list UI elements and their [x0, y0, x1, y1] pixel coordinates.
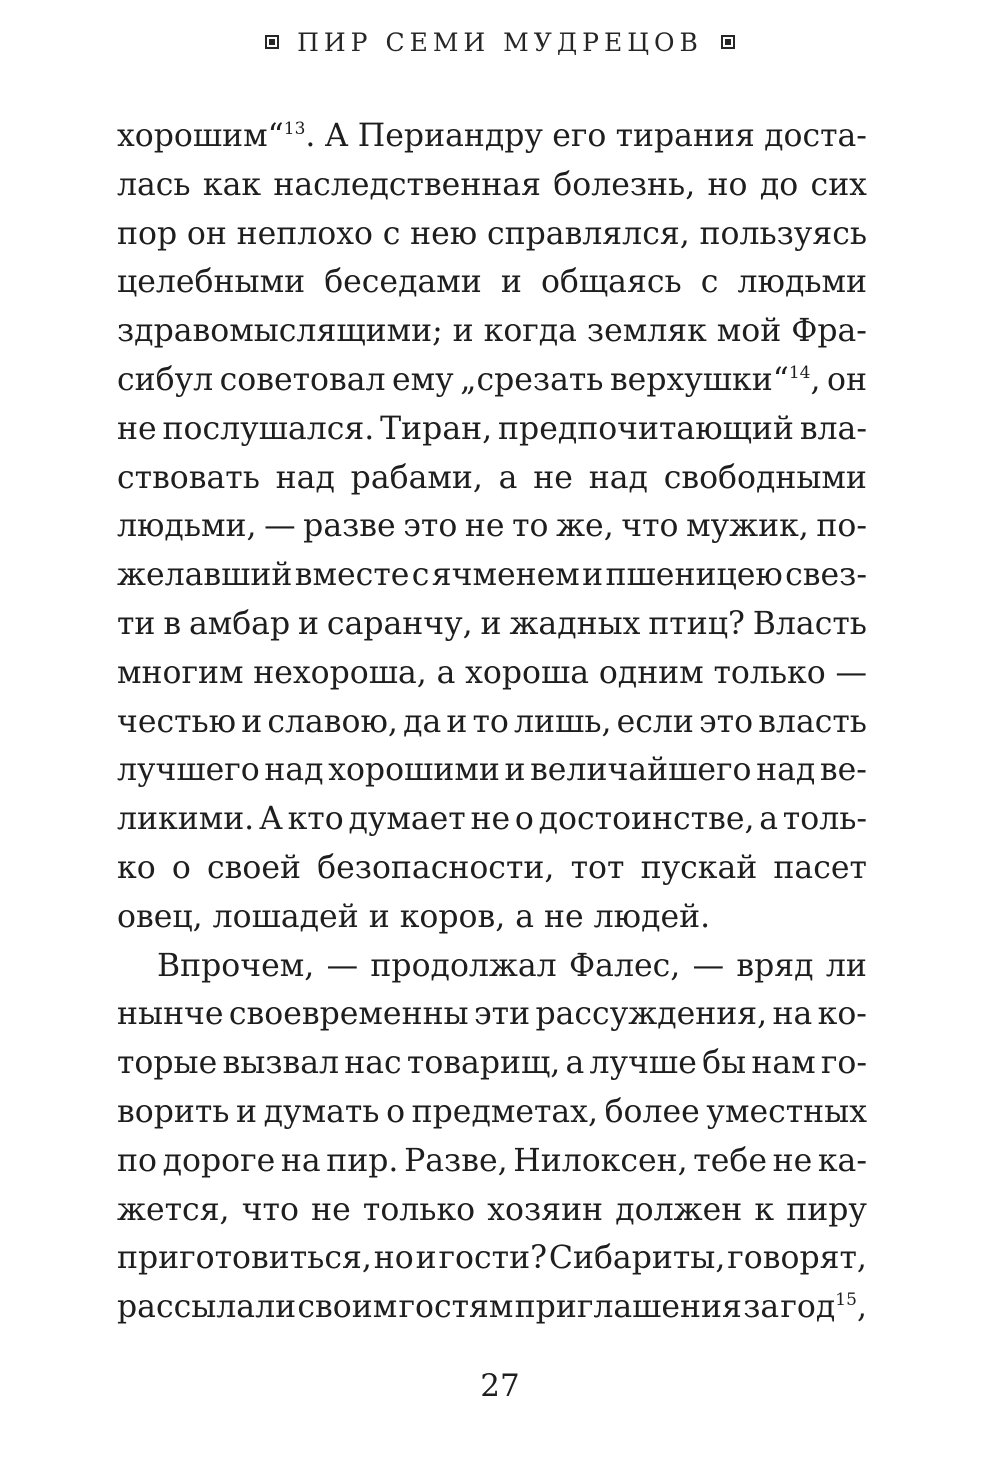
word: до	[759, 166, 799, 203]
word: только	[713, 654, 826, 691]
word: Сибариты,	[548, 1240, 726, 1277]
word: и	[236, 1093, 258, 1130]
text-line	[117, 649, 867, 698]
word: не	[772, 1142, 813, 1179]
word: не	[464, 508, 505, 545]
word: что	[621, 508, 679, 545]
word: а	[515, 898, 535, 935]
word: продолжал	[370, 947, 557, 984]
word: не	[470, 801, 511, 838]
word: нею	[410, 215, 478, 252]
text-line	[117, 1137, 867, 1186]
word: Периандру	[357, 118, 543, 154]
text-line	[117, 698, 867, 747]
word: и	[582, 557, 604, 594]
word: должен	[615, 1191, 743, 1228]
word: тирания	[615, 118, 755, 154]
word: нынче	[117, 996, 224, 1033]
text-line	[117, 356, 867, 405]
word: целебными	[117, 264, 306, 301]
running-head	[0, 28, 1000, 57]
text-line	[117, 600, 867, 649]
ornament-left-icon	[265, 35, 279, 49]
word: не	[533, 459, 573, 496]
word: Разве,	[404, 1142, 508, 1179]
word: рассуждения,	[535, 996, 768, 1033]
word: его	[552, 118, 607, 154]
text-line	[117, 746, 867, 795]
word: нехороша,	[253, 654, 427, 691]
word: ему	[392, 361, 454, 398]
word: жется,	[117, 1191, 230, 1228]
word: если	[616, 703, 694, 740]
word: наследственная	[273, 166, 541, 203]
word: сих	[810, 166, 867, 203]
word: а	[498, 459, 518, 496]
word: птиц?	[648, 605, 745, 642]
text-line	[117, 1088, 867, 1137]
word: лучше	[589, 1045, 697, 1082]
word: ли	[825, 947, 867, 984]
word: лишь,	[514, 703, 612, 740]
word: тебе	[693, 1142, 767, 1179]
word: неплохо	[236, 215, 373, 252]
word: ликими.	[117, 801, 255, 838]
word: говорят,	[727, 1240, 867, 1277]
word: торые	[117, 1045, 218, 1082]
word: с	[411, 557, 430, 594]
word: вряд	[736, 947, 814, 984]
word: товарищ,	[406, 1045, 561, 1082]
word: но	[373, 1240, 414, 1277]
word: дороге	[162, 1142, 276, 1179]
word: по-	[816, 508, 867, 545]
word: и	[446, 703, 468, 740]
word: как	[202, 166, 262, 203]
text-line	[117, 112, 867, 161]
text-line	[117, 1283, 867, 1332]
word: хозяин	[487, 1191, 604, 1228]
word: только	[362, 1191, 476, 1228]
word: предпочитающий	[498, 410, 794, 447]
word: ве-	[819, 752, 867, 789]
word: предметах,	[411, 1093, 598, 1130]
word: в	[163, 605, 182, 642]
word: и	[415, 1240, 437, 1277]
word: рассылали	[117, 1289, 297, 1326]
footnote-marker: 13	[283, 119, 306, 139]
text-line	[117, 502, 867, 551]
word: год$^{15}$,	[780, 1289, 867, 1326]
word: тот	[570, 849, 625, 886]
word: пользуясь	[699, 215, 867, 252]
word: го-	[820, 1045, 867, 1082]
running-head-title: ПИР СЕМИ МУДРЕЦОВ	[297, 28, 703, 57]
word: людей.	[593, 898, 711, 935]
word: толь-	[782, 801, 867, 838]
word: эти	[474, 996, 531, 1033]
word: нас	[344, 1045, 402, 1082]
word: Фалес,	[569, 947, 681, 984]
word: саранчу,	[326, 605, 473, 642]
word: кто	[287, 801, 344, 838]
word: земляк	[586, 313, 707, 350]
word: более	[604, 1093, 700, 1130]
word: ко	[117, 849, 156, 886]
word: с	[382, 215, 401, 252]
word: ти	[117, 605, 156, 642]
word: о	[171, 849, 191, 886]
word: и	[241, 703, 263, 740]
word: Тиран,	[380, 410, 493, 447]
word: вместе	[294, 557, 410, 594]
word: над	[588, 459, 648, 496]
word: и	[452, 313, 474, 350]
text-line	[117, 1039, 867, 1088]
word: думает	[348, 801, 466, 838]
word: над	[264, 752, 324, 789]
word: людьми	[737, 264, 867, 301]
word: безопасности,	[317, 849, 555, 886]
word: хорошим“$^{13}$.	[117, 118, 316, 154]
word: честью	[117, 703, 237, 740]
word: гости?	[438, 1240, 547, 1277]
paragraph-1	[117, 112, 867, 942]
word: за	[743, 1289, 780, 1326]
word: над	[756, 752, 816, 789]
word: своевременны	[228, 996, 469, 1033]
word: рабами,	[350, 459, 483, 496]
text-line	[117, 1234, 867, 1283]
word: а	[565, 1045, 585, 1082]
word: над	[275, 459, 335, 496]
ornament-right-icon	[721, 35, 735, 49]
text-line	[117, 210, 867, 259]
word: это	[403, 508, 458, 545]
word: и	[368, 898, 390, 935]
word: но	[707, 166, 748, 203]
word: жадных	[509, 605, 641, 642]
word: достоинстве,	[538, 801, 755, 838]
word: ворить	[117, 1093, 230, 1130]
text-line	[117, 161, 867, 210]
word: о	[514, 801, 534, 838]
text-line	[117, 844, 867, 893]
word: „срезать	[460, 361, 604, 398]
word: послушался.	[162, 410, 375, 447]
word: хороша	[465, 654, 590, 691]
word: и	[480, 605, 502, 642]
word: многим	[117, 654, 244, 691]
word: и	[504, 752, 526, 789]
word: Власть	[752, 605, 867, 642]
word: советовал	[219, 361, 386, 398]
word: гостям	[398, 1289, 514, 1326]
body-text	[117, 112, 867, 1332]
word: людьми,	[117, 508, 257, 545]
word: бы	[702, 1045, 747, 1082]
word: Нилоксен,	[513, 1142, 688, 1179]
text-line	[117, 551, 867, 600]
word: —	[835, 654, 867, 691]
word: это	[699, 703, 754, 740]
word: Фра-	[791, 313, 867, 350]
word: справлялся,	[486, 215, 690, 252]
word: свез-	[785, 557, 867, 594]
word: Впрочем,	[157, 947, 315, 984]
text-line	[117, 942, 867, 991]
word: желавший	[117, 557, 293, 594]
text-line	[117, 307, 867, 356]
word: доста-	[764, 118, 867, 154]
word: мужик,	[686, 508, 809, 545]
word: не	[544, 898, 584, 935]
word: пиру	[786, 1191, 867, 1228]
word: ячменем	[431, 557, 580, 594]
word: ка-	[817, 1142, 867, 1179]
word: своим	[297, 1289, 398, 1326]
word: хорошими	[328, 752, 500, 789]
word: а	[759, 801, 779, 838]
word: свободными	[663, 459, 867, 496]
word: коров,	[399, 898, 506, 935]
word: сибул	[117, 361, 214, 398]
word: о	[386, 1093, 406, 1130]
word: приготовиться,	[117, 1240, 372, 1277]
word: беседами	[324, 264, 482, 301]
paragraph-2	[117, 942, 867, 1332]
text-line	[117, 795, 867, 844]
word: да	[403, 703, 442, 740]
word: власть	[758, 703, 867, 740]
word: А	[258, 801, 283, 838]
text-line	[117, 1186, 867, 1235]
text-line	[117, 405, 867, 454]
word: пор	[117, 215, 178, 252]
word: пир.	[326, 1142, 399, 1179]
word: ко-	[817, 996, 867, 1033]
word: ствовать	[117, 459, 260, 496]
footnote-marker: 15	[835, 1290, 857, 1311]
word: величайшего	[530, 752, 752, 789]
word: вла-	[799, 410, 867, 447]
word: что	[241, 1191, 299, 1228]
word: здравомыслящими;	[117, 313, 443, 350]
word: а	[436, 654, 456, 691]
word: то	[472, 703, 509, 740]
word: и	[500, 264, 522, 301]
word: на	[772, 996, 813, 1033]
word: верхушки“$^{14}$,	[609, 361, 821, 398]
word: овец,	[117, 898, 203, 935]
word: общаясь	[540, 264, 682, 301]
word: лошадей	[212, 898, 359, 935]
word: лучшего	[117, 752, 260, 789]
word: вызвал	[222, 1045, 340, 1082]
word: пасет	[773, 849, 867, 886]
word: уместных	[706, 1093, 867, 1130]
word: же,	[556, 508, 614, 545]
word: болезнь,	[553, 166, 696, 203]
word: лась	[117, 166, 191, 203]
word: когда	[483, 313, 577, 350]
word: с	[700, 264, 719, 301]
word: не	[311, 1191, 351, 1228]
word: по	[117, 1142, 157, 1179]
word: приглашения	[514, 1289, 742, 1326]
word: на	[280, 1142, 321, 1179]
word: пшеницею	[605, 557, 783, 594]
footnote-marker: 14	[788, 362, 811, 383]
page-number: 27	[480, 1368, 520, 1404]
word: одним	[598, 654, 704, 691]
word: мой	[716, 313, 782, 350]
word: нам	[751, 1045, 816, 1082]
word: то	[512, 508, 549, 545]
text-line	[117, 990, 867, 1039]
word: разве	[303, 508, 396, 545]
word: —	[692, 947, 725, 984]
word: пускай	[640, 849, 758, 886]
word: —	[326, 947, 359, 984]
word: к	[754, 1191, 775, 1228]
text-line	[117, 258, 867, 307]
word: не	[117, 410, 157, 447]
word: амбар	[188, 605, 291, 642]
word: он	[826, 361, 867, 398]
text-line	[117, 893, 867, 942]
word: славою,	[267, 703, 398, 740]
word: А	[324, 118, 349, 154]
word: —	[264, 508, 296, 545]
word: и	[298, 605, 320, 642]
word: своей	[207, 849, 301, 886]
word: он	[186, 215, 227, 252]
text-line	[117, 454, 867, 503]
word: думать	[263, 1093, 380, 1130]
